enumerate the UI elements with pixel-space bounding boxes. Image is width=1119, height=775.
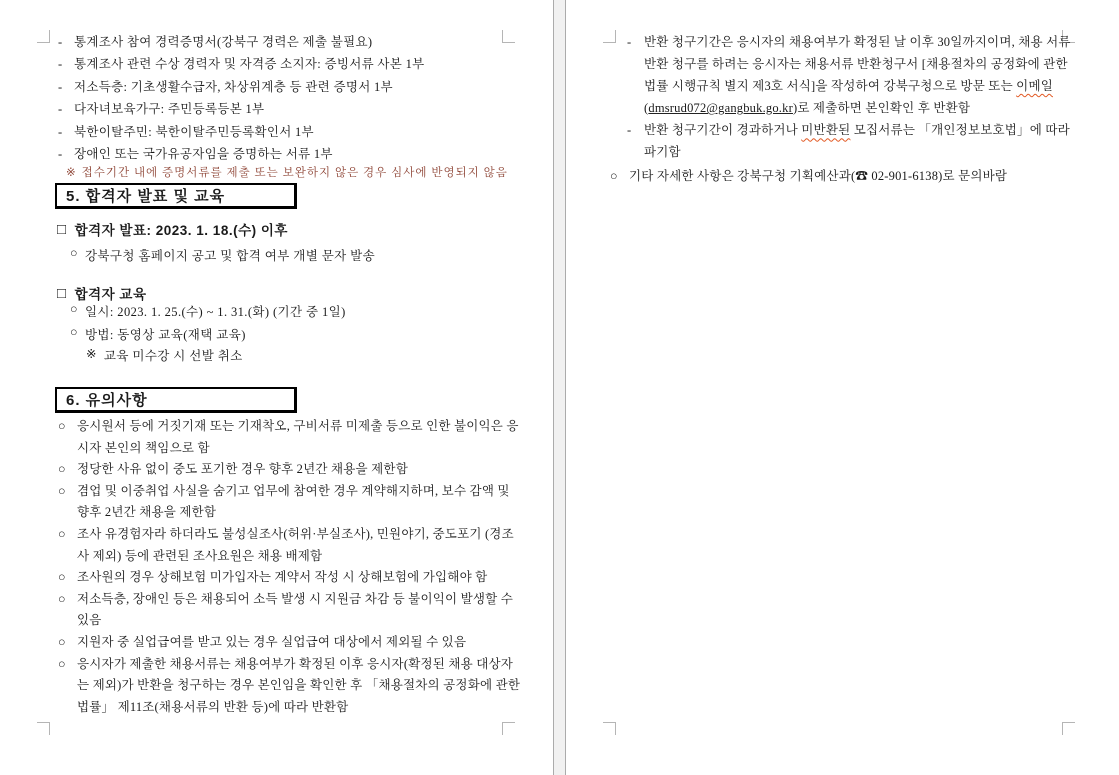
page-gap [553, 0, 566, 775]
contact-info-line [610, 165, 1079, 187]
circle-bullet: ○ [70, 302, 78, 316]
circle-bullet: ○ [58, 570, 66, 585]
destruction-text-before: 반환 청구기간이 경과하거나 [644, 123, 802, 138]
list-item-text: 장애인 또는 국가유공자임을 증명하는 서류 1부 [74, 147, 333, 162]
list-item-text: 다자녀보육가구: 주민등록등본 1부 [74, 102, 265, 117]
list-item-text: 저소득층: 기초생활수급자, 차상위계층 등 관련 증명서 1부 [74, 79, 393, 94]
notice-item [58, 481, 522, 524]
notice-list [58, 416, 522, 718]
destruction-item [627, 119, 1079, 163]
dash-bullet: - [58, 102, 63, 117]
circle-bullet: ○ [58, 591, 66, 606]
phone-icon: ☎ [855, 168, 869, 183]
notice-item-text: 정당한 사유 없이 중도 포기한 경우 향후 2년간 채용을 제한함 [77, 462, 408, 477]
announcement-detail-text: 강북구청 홈페이지 공고 및 합격 여부 개별 문자 발송 [84, 249, 376, 263]
margin-corner-mark [603, 722, 616, 735]
list-item [58, 53, 520, 75]
document-page-right [566, 0, 1119, 775]
circle-bullet: ○ [58, 419, 66, 433]
contact-text-after: 02-901-6138)로 문의바람 [868, 168, 1008, 183]
checkbox-square-icon: □ [57, 284, 67, 302]
dash-bullet: - [58, 35, 63, 49]
notice-item-text: 지원자 중 실업급여를 받고 있는 경우 실업급여 대상에서 제외될 수 있음 [77, 634, 467, 649]
notice-item-text: 조사 유경험자라 하더라도 불성실조사(허위·부실조사), 민원야기, 중도포기 (경조사 제외) 등에 관련된 조사요원은 채용 배제함 [77, 526, 514, 563]
list-item-text: 통계조사 관련 수상 경력자 및 자격증 소지자: 증빙서류 사본 1부 [74, 57, 425, 72]
margin-corner-mark [37, 722, 50, 735]
destruction-text [644, 119, 1079, 163]
section-heading-notice [55, 387, 297, 413]
margin-corner-mark [502, 722, 515, 735]
notice-item [58, 654, 522, 719]
list-item-text: 북한이탈주민: 북한이탈주민등록확인서 1부 [74, 124, 314, 139]
return-period-item [627, 31, 1079, 119]
submission-warning-note [58, 165, 520, 181]
spellcheck-flagged-word: 미반환된 [801, 123, 851, 138]
notice-item-text: 저소득층, 장애인 등은 채용되어 소득 발생 시 지원금 차감 등 불이익이 발생할 수 있음 [77, 591, 514, 628]
dash-bullet: - [58, 57, 63, 72]
education-title-text: 합격자 교육 [74, 287, 147, 302]
checkbox-square-icon: □ [57, 220, 67, 238]
education-title-line [57, 283, 147, 303]
education-date-line [70, 302, 346, 320]
notice-item [58, 567, 522, 589]
dash-bullet: - [58, 124, 63, 139]
notice-item [58, 632, 522, 654]
spellcheck-flagged-word: 이메일 [1016, 79, 1053, 94]
circle-bullet: ○ [70, 246, 78, 260]
list-item [58, 76, 520, 98]
list-item [58, 143, 520, 165]
notice-item [58, 459, 522, 481]
circle-bullet: ○ [58, 634, 66, 649]
circle-bullet: ○ [58, 656, 66, 671]
contact-text [629, 165, 1007, 187]
return-text-after-email: )로 제출하면 본인확인 후 반환함 [792, 101, 971, 116]
margin-corner-mark [1062, 722, 1075, 735]
return-procedure-block [610, 31, 1079, 187]
notice-item [58, 524, 522, 567]
note-text: 접수기간 내에 증명서류를 제출 또는 보완하지 않은 경우 심사에 반영되지 않음 [81, 167, 508, 180]
circle-bullet: ○ [610, 168, 618, 183]
education-note-line [86, 346, 243, 364]
list-item [58, 98, 520, 120]
section-heading-text: 5. 합격자 발표 및 교육 [66, 188, 226, 205]
notice-item-text: 겸업 및 이중취업 사실을 숨기고 업무에 참여한 경우 계약해지하며, 보수 감액 및 향후 2년간 채용을 제한함 [77, 483, 510, 520]
reference-mark-icon: ※ [66, 167, 77, 180]
notice-item [58, 589, 522, 632]
section-heading-text: 6. 유의사항 [66, 392, 148, 409]
return-period-text [644, 31, 1079, 119]
announcement-date-text: 합격자 발표: 2023. 1. 18.(수) 이후 [74, 223, 288, 238]
circle-bullet: ○ [58, 462, 66, 477]
dash-bullet: - [627, 35, 632, 49]
section-heading-announcement [55, 183, 297, 209]
margin-corner-mark [37, 30, 50, 43]
notice-item [58, 416, 522, 459]
margin-corner-mark [603, 30, 616, 43]
education-method-text: 방법: 동영상 교육(재택 교육) [84, 328, 246, 342]
dash-bullet: - [58, 79, 63, 94]
list-item [58, 121, 520, 143]
announcement-detail-line [70, 246, 375, 264]
email-address-link[interactable]: dmsrud072@gangbuk.go.kr [648, 101, 793, 116]
education-date-text: 일시: 2023. 1. 25.(수) ~ 1. 31.(화) (기간 중 1일) [84, 305, 346, 319]
notice-item-text: 조사원의 경우 상해보험 미가입자는 계약서 작성 시 상해보험에 가입해야 함 [77, 570, 488, 585]
notice-item-text: 응시자가 제출한 채용서류는 채용여부가 확정된 이후 응시자(확정된 채용 대상자는 제외)가 반환을 청구하는 경우 본인임을 확인한 후 「채용절차의 공정화에 관한 법률」 제11조(채용서류의 반환 등)에 따라 반환함 [77, 656, 521, 714]
return-text-before-email: 반환 청구기간은 응시자의 채용여부가 확정된 날 이후 30일까지이며, 채용 서류 반환 청구를 하려는 응시자는 채용서류 반환청구서 [채용절차의 공정화에 관한 법률 시행규칙 별지 제3호 서식]을 작성하여 강북구청으로 방문 또는 [644, 35, 1071, 94]
list-item [58, 31, 520, 53]
education-note-text: 교육 미수강 시 선발 취소 [103, 349, 243, 363]
circle-bullet: ○ [70, 325, 78, 339]
notice-item-text: 응시원서 등에 거짓기재 또는 기재착오, 구비서류 미제출 등으로 인한 불이익은 응시자 본인의 책임으로 함 [77, 419, 519, 455]
education-method-line [70, 325, 246, 343]
dash-bullet: - [627, 123, 632, 138]
announcement-date-line [57, 219, 288, 239]
circle-bullet: ○ [58, 526, 66, 541]
contact-text-before: 기타 자세한 사항은 강북구청 기획예산과( [629, 168, 856, 183]
dash-bullet: - [58, 147, 63, 162]
circle-bullet: ○ [58, 483, 66, 498]
list-item-text: 통계조사 참여 경력증명서(강북구 경력은 제출 불필요) [74, 35, 373, 49]
destruction-text-after: 모집서류는 「개인정보보호법」에 따라 파기함 [644, 123, 1070, 160]
document-page-left [0, 0, 553, 775]
reference-mark-icon: ※ [86, 347, 97, 361]
required-documents-list [58, 31, 520, 181]
paren: ( [644, 101, 649, 116]
